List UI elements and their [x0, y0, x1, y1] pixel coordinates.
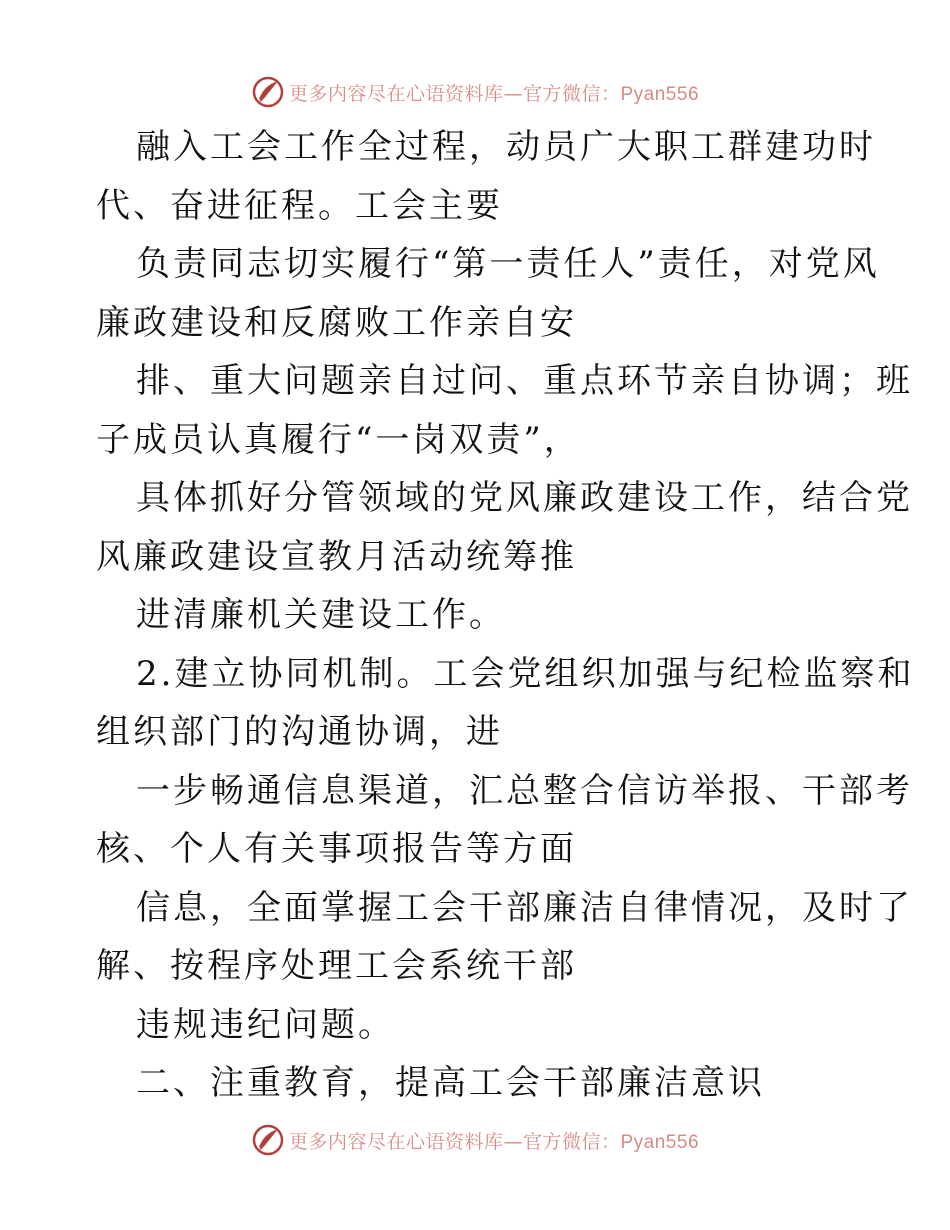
text-line: 解、按程序处理工会系统干部: [96, 946, 577, 986]
text-line: 排、重大问题亲自过问、重点环节亲自协调；班: [136, 361, 913, 401]
watermark-wechat-id: Pyan556: [620, 1131, 700, 1153]
text-line: 子成员认真履行“一岗双责”，: [96, 419, 581, 460]
document-body: [96, 118, 915, 1113]
watermark-text: [289, 79, 699, 106]
watermark-cn-text: 更多内容尽在心语资料库—官方微信：: [288, 1130, 621, 1153]
watermark-text: [289, 1127, 699, 1154]
text-line: 二、注重教育，提高工会干部廉洁意识: [136, 1063, 765, 1103]
watermark-cn-text: 更多内容尽在心语资料库—官方微信：: [288, 82, 621, 105]
text-line: 一步畅通信息渠道，汇总整合信访举报、干部考: [136, 770, 913, 811]
text-line: 廉政建设和反腐败工作亲自安: [96, 302, 577, 343]
quill-seal-logo-icon: [251, 1123, 285, 1157]
text-line: 风廉政建设宣教月活动统筹推: [96, 536, 577, 577]
text-line: 代、奋进征程。工会主要: [96, 185, 503, 226]
text-line: 负责同志切实履行“第一责任人”责任，对党风: [136, 244, 880, 284]
quill-seal-logo-icon: [251, 75, 285, 109]
text-line: 组织部门的沟通协调，进: [96, 712, 503, 752]
text-line: 核、个人有关事项报告等方面: [96, 829, 577, 869]
text-line: 融入工会工作全过程，动员广大职工群建功时: [136, 127, 876, 167]
text-line: 信息，全面掌握工会干部廉洁自律情况，及时了: [136, 887, 913, 928]
header-watermark: [0, 72, 950, 112]
watermark-wechat-id: Pyan556: [620, 83, 700, 105]
footer-watermark: [0, 1120, 950, 1160]
text-line: 具体抓好分管领域的党风廉政建设工作，结合党: [136, 478, 913, 518]
text-line: 进清廉机关建设工作。: [136, 595, 506, 635]
text-line: 违规违纪问题。: [136, 1004, 395, 1045]
text-line: 2.建立协同机制。工会党组织加强与纪检监察和: [136, 653, 915, 694]
